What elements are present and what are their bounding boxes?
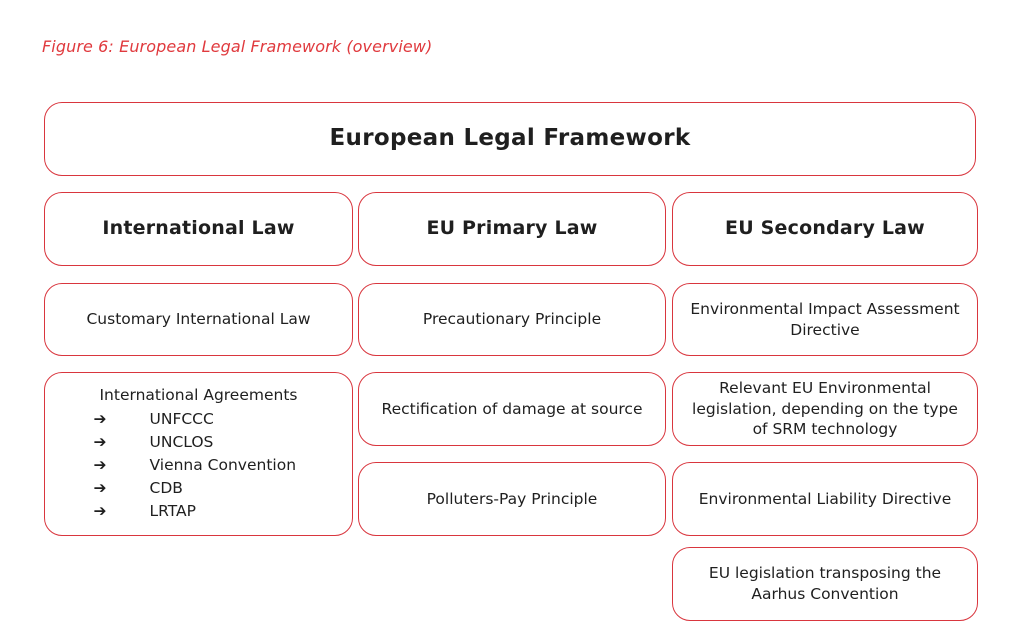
- box-customary-international-law: [44, 283, 353, 356]
- box-polluters-pay-principle: [358, 462, 666, 536]
- list-item: ➔ LRTAP: [94, 500, 304, 523]
- header-eu-secondary-law: [672, 192, 978, 266]
- list-item: ➔ UNFCCC: [94, 408, 304, 431]
- box-label: Environmental Liability Directive: [698, 489, 952, 508]
- arrow-right-icon: ➔: [93, 478, 107, 497]
- box-precautionary-principle: [358, 283, 666, 356]
- box-label: Environmental Impact Assessment Directive: [690, 299, 960, 339]
- box-label: Relevant EU Environmental legislation, depending on the type of SRM technology: [692, 378, 958, 439]
- arrow-right-icon: ➔: [93, 455, 107, 474]
- box-label: Precautionary Principle: [422, 310, 602, 329]
- list-item: ➔ CDB: [94, 477, 304, 500]
- box-international-agreements: [44, 372, 353, 536]
- arrow-right-icon: ➔: [93, 432, 107, 451]
- agreements-title: International Agreements: [99, 386, 298, 405]
- box-environmental-impact-assessment: [672, 283, 978, 356]
- header-international-law: [44, 192, 353, 266]
- box-aarhus-convention-legislation: [672, 547, 978, 621]
- list-item: ➔ Vienna Convention: [94, 454, 304, 477]
- top-title-box: [44, 102, 976, 176]
- agreements-list: [94, 408, 304, 523]
- header-label: International Law: [102, 217, 295, 240]
- box-label: Rectification of damage at source: [381, 399, 643, 418]
- box-rectification-of-damage: [358, 372, 666, 446]
- arrow-right-icon: ➔: [93, 501, 107, 520]
- header-eu-primary-law: [358, 192, 666, 266]
- box-label: Polluters-Pay Principle: [426, 489, 598, 508]
- box-relevant-eu-environmental-legislation: [672, 372, 978, 446]
- box-label: Customary International Law: [86, 310, 311, 329]
- box-environmental-liability-directive: [672, 462, 978, 536]
- box-label: EU legislation transposing the Aarhus Convention: [708, 564, 942, 603]
- arrow-right-icon: ➔: [93, 409, 107, 428]
- framework-title: European Legal Framework: [329, 125, 691, 152]
- header-label: EU Secondary Law: [725, 217, 925, 240]
- list-item: ➔ UNCLOS: [94, 431, 304, 454]
- figure-caption: Figure 6: European Legal Framework (overview): [42, 37, 433, 56]
- header-label: EU Primary Law: [426, 217, 598, 240]
